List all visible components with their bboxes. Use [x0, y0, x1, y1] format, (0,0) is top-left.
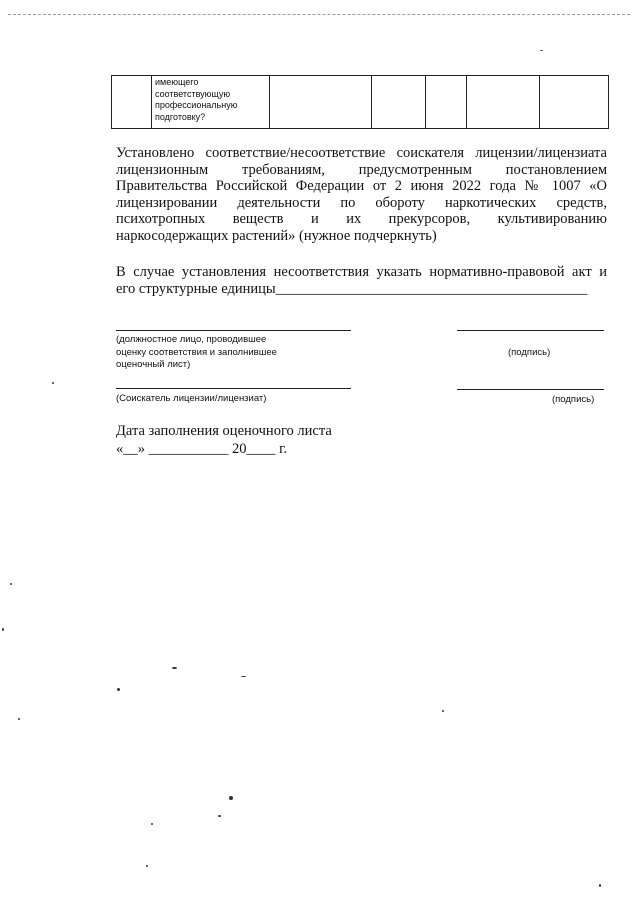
signature-line: [457, 330, 604, 331]
table-cell: [270, 76, 372, 129]
paragraph-text: его структурные единицы: [116, 280, 276, 297]
table-row: [112, 76, 609, 129]
applicant-caption: (Соискатель лицензии/лицензиат): [116, 393, 267, 404]
signature-line: [457, 389, 604, 390]
caption-line: оценку соответствия и заполнившее: [116, 346, 277, 358]
paragraph-line: В случае установления несоответствия указать нормативно-правовой акт и: [116, 264, 607, 280]
paragraph-line: лицензировании деятельности по обороту наркотических средств,: [116, 194, 607, 211]
scan-speck: [18, 718, 20, 720]
signature-caption: (подпись): [508, 347, 551, 358]
scan-speck: [229, 796, 233, 800]
nonconformity-paragraph: [116, 264, 607, 297]
fill-date-line: «__» ___________ 20____ г.: [116, 441, 288, 457]
table-cell: [372, 76, 426, 129]
question-line: имеющего: [155, 77, 199, 87]
paragraph-line: наркосодержащих растений» (нужное подчеркнуть): [116, 227, 437, 244]
question-line: соответствующую: [155, 88, 231, 99]
table-cell: [540, 76, 609, 129]
scan-speck: [599, 884, 601, 887]
table-cell: [467, 76, 540, 129]
question-text: [152, 76, 269, 124]
paragraph-line: [116, 281, 607, 298]
scan-speck: [146, 865, 148, 867]
fill-date-block: [116, 422, 332, 458]
scan-speck: [442, 710, 444, 712]
caption-line: (должностное лицо, проводившее: [116, 334, 267, 345]
signature-caption: (подпись): [552, 394, 595, 405]
scan-speck: [540, 50, 543, 51]
paragraph-line: психотропных веществ и их прекурсоров, культивированию: [116, 211, 607, 228]
scan-speck: [172, 667, 177, 669]
scan-speck: [10, 583, 12, 585]
table-cell: [112, 76, 152, 129]
compliance-paragraph: [116, 145, 607, 245]
fill-in-blank: ___________________________________________: [275, 280, 588, 297]
paragraph-line: лицензионным требованиям, предусмотренным постановлением: [116, 161, 607, 178]
fill-date-label: Дата заполнения оценочного листа: [116, 423, 332, 439]
scan-speck: [241, 676, 246, 677]
table-cell: [426, 76, 467, 129]
question-line: подготовку?: [155, 111, 206, 122]
table-cell-question: [152, 76, 270, 129]
checklist-table-fragment: [111, 75, 609, 129]
scan-speck: [52, 382, 54, 384]
question-line: профессиональную: [155, 100, 238, 110]
scan-speck: [2, 628, 4, 631]
official-signature-line: [116, 330, 351, 331]
applicant-signature-line: [116, 388, 351, 389]
paragraph-line: Правительства Российской Федерации от 2 июня 2022 года № 1007 «О: [116, 178, 607, 195]
scan-speck: [117, 688, 120, 691]
scan-speck: [151, 823, 153, 825]
paragraph-line: Установлено соответствие/несоответствие соискателя лицензии/лицензиата: [116, 145, 607, 161]
official-caption: [116, 334, 356, 372]
scan-top-edge: [8, 14, 630, 15]
scan-speck: [218, 815, 221, 817]
caption-line: оценочный лист): [116, 359, 191, 370]
